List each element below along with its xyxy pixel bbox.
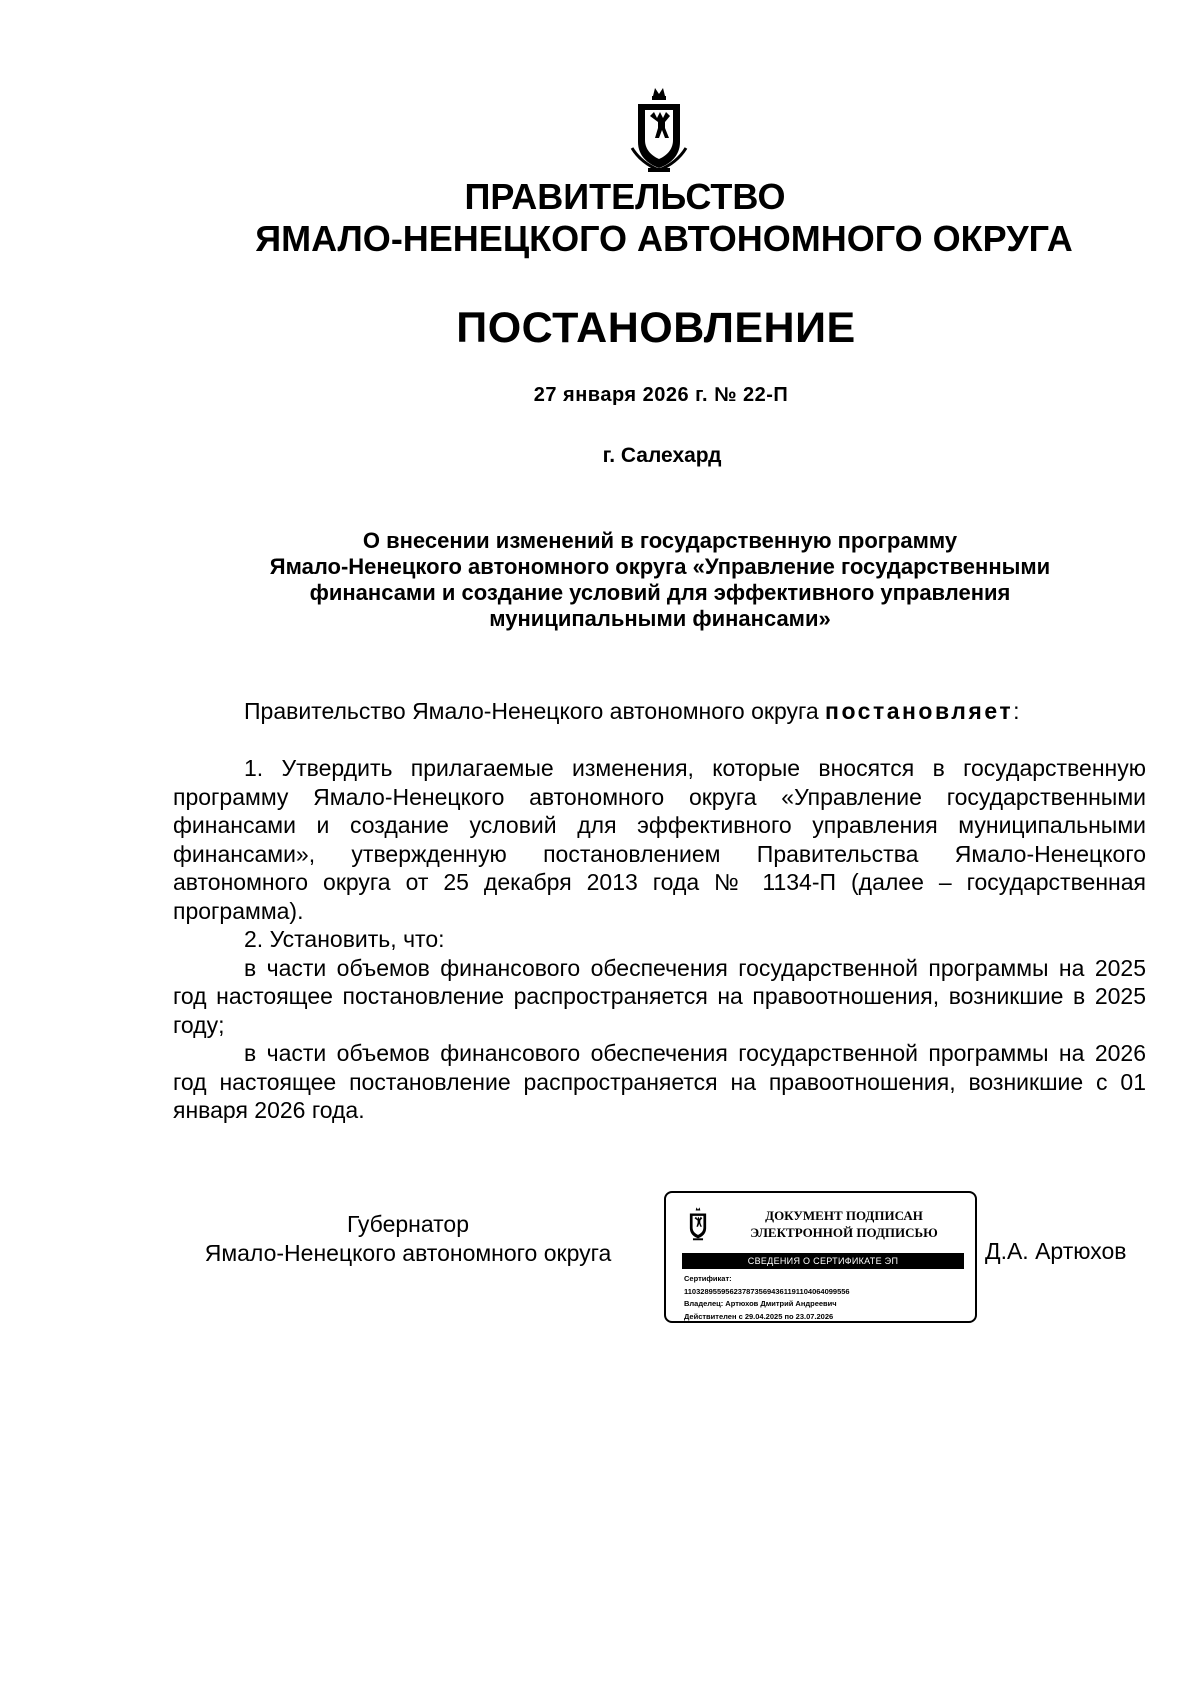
stamp-certificate-info [684, 1273, 850, 1323]
coat-of-arms-emblem-icon [628, 86, 690, 176]
intro-colon: : [1013, 698, 1020, 724]
stamp-certificate-bar: СВЕДЕНИЯ О СЕРТИФИКАТЕ ЭП [682, 1253, 964, 1269]
paragraph-2: 2. Установить, что: [244, 926, 445, 952]
document-subject [180, 528, 1140, 632]
subject-line: О внесении изменений в государственную программу [362, 528, 958, 553]
signatory-name: Д.А. Артюхов [985, 1238, 1127, 1264]
operative-section [173, 754, 1146, 1125]
paragraph-1: 1. Утвердить прилагаемые изменения, которые вносятся в государственную программу Ямало-Ненецкого автономного округа «Управление государственными финансами и создание условий для эффективного управления муниципальными финансами», утвержденную постановлением Правительства Ямало-Ненецкого автономного округа от 25 декабря 2013 года № 1134-П (далее – государственная программа). [173, 755, 1146, 924]
subject-line: финансами и создание условий для эффективного управления [309, 580, 1011, 605]
cert-owner: Владелец: Артюхов Дмитрий Андреевич [684, 1299, 837, 1308]
position-line: Ямало-Ненецкого автономного округа [204, 1239, 612, 1266]
paragraph-2b: в части объемов финансового обеспечения государственной программы на 2026 год настоящее постановление распространяется на правоотношения, возникшие с 01 января 2026 года. [173, 1040, 1146, 1123]
stamp-emblem-icon [686, 1205, 710, 1243]
subject-line: муниципальными финансами» [489, 606, 831, 631]
intro-paragraph [173, 697, 1146, 726]
date-and-number: 27 января 2026 г. № 22-П [533, 384, 789, 406]
org-name-line1: ПРАВИТЕЛЬСТВО [464, 176, 786, 217]
stamp-title-line: ЭЛЕКТРОННОЙ ПОДПИСЬЮ [750, 1225, 938, 1240]
position-line: Губернатор [346, 1211, 470, 1237]
electronic-signature-stamp [664, 1191, 977, 1323]
subject-line: Ямало-Ненецкого автономного округа «Управление государственными [269, 554, 1051, 579]
signatory-position [173, 1210, 643, 1267]
paragraph-2a: в части объемов финансового обеспечения государственной программы на 2025 год настоящее постановление распространяется на правоотношения, возникшие в 2025 году; [173, 954, 1146, 1038]
cert-validity: Действителен с 29.04.2025 по 23.07.2026 [684, 1311, 834, 1321]
intro-text: Правительство Ямало-Ненецкого автономного округа [244, 698, 819, 724]
document-type-title: ПОСТАНОВЛЕНИЕ [456, 304, 856, 352]
cert-number: 1103289559562378735694361191104064099556 [684, 1286, 850, 1296]
stamp-title-line: ДОКУМЕНТ ПОДПИСАН [765, 1208, 923, 1223]
org-name-line2: ЯМАЛО-НЕНЕЦКОГО АВТОНОМНОГО ОКРУГА [255, 218, 1073, 259]
intro-keyword: постановляет [825, 698, 1014, 724]
stamp-title [724, 1207, 964, 1241]
cert-label: Сертификат: [684, 1274, 732, 1283]
city: г. Салехард [602, 444, 722, 467]
